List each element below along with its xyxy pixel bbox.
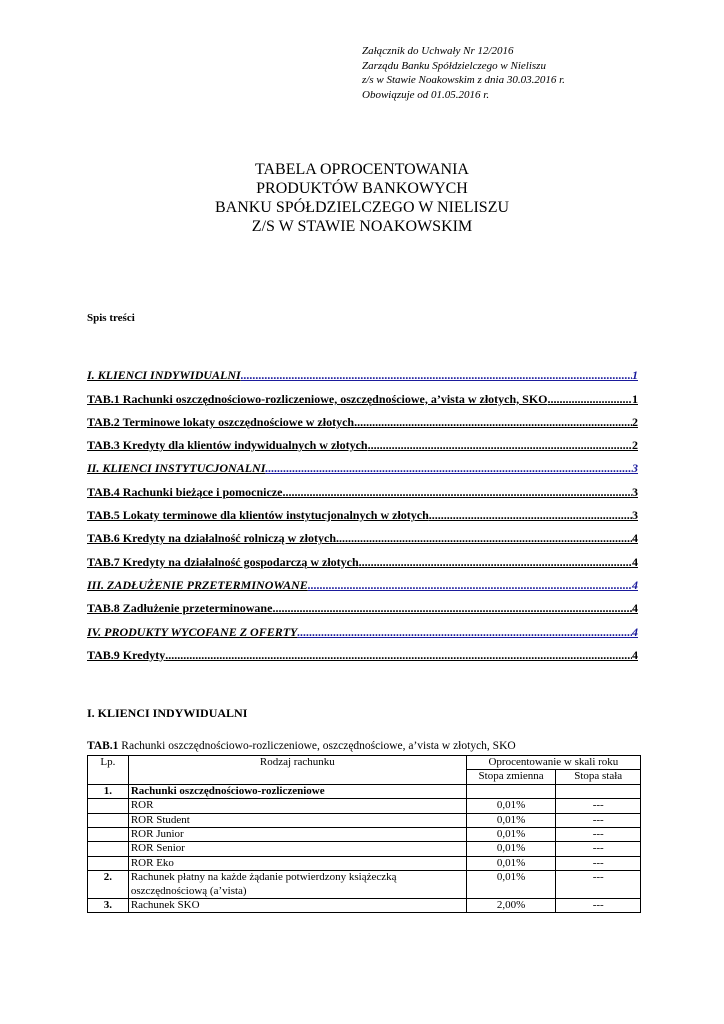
toc-page-number: 4 [632,601,638,616]
table-caption [87,740,516,752]
account-type: ROR Eko [128,856,466,870]
toc-entry-text: TAB.3 Kredyty dla klientów indywidualnych w złotych [87,438,368,453]
attachment-note [362,44,565,102]
document-title [0,160,724,236]
table-header-row [88,756,641,770]
fixed-rate: --- [556,842,641,856]
toc-entry-text: IV. PRODUKTY WYCOFANE Z OFERTY [87,624,298,639]
toc-page-number: 3 [632,484,638,499]
toc-page-number: 4 [632,531,638,546]
toc-entry-text: III. ZADŁUŻENIE PRZETERMINOWANE [87,577,308,592]
row-number [88,799,129,813]
toc-entry-text: TAB.5 Lokaty terminowe dla klientów instytucjonalnych w złotych [87,508,429,523]
variable-rate: 0,01% [466,842,556,856]
section-heading: I. KLIENCI INDYWIDUALNI [87,706,248,720]
toc-leader-dots [272,601,632,616]
interest-rate-table [87,755,641,913]
row-number: 1. [88,784,129,798]
toc-entry-link[interactable] [87,407,638,430]
toc-entry-text: TAB.4 Rachunki bieżące i pomocnicze [87,484,283,499]
fixed-rate: --- [556,899,641,913]
toc-section-link[interactable] [87,453,638,476]
account-type: ROR Junior [128,828,466,842]
attachment-note-line: Załącznik do Uchwały Nr 12/2016 [362,45,514,57]
toc-leader-dots [297,625,632,640]
toc-entry-link[interactable] [87,476,638,499]
attachment-note-line: Obowiązuje od 01.05.2016 r. [362,88,490,101]
toc-leader-dots [265,461,632,476]
table-row [88,813,641,827]
title-line: BANKU SPÓŁDZIELCZEGO W NIELISZU [214,199,510,216]
table-row [88,799,641,813]
row-number [88,828,129,842]
toc-leader-dots [548,392,632,407]
toc-entry-text: TAB.9 Kredyty [87,647,166,662]
table-caption-number: TAB.1 [87,740,119,752]
toc-section-link[interactable] [87,616,638,639]
toc-entry-link[interactable] [87,546,638,569]
toc-entry-link[interactable] [87,430,638,453]
fixed-rate: --- [556,871,641,899]
header-fixed-rate: Stopa stała [556,770,641,784]
variable-rate [466,784,556,798]
toc-entry-text: I. KLIENCI INDYWIDUALNI [87,368,241,383]
account-type: ROR Senior [128,842,466,856]
toc-entry-link[interactable] [87,500,638,523]
toc-leader-dots [368,438,632,453]
toc-leader-dots [354,415,632,430]
toc-leader-dots [429,508,632,523]
toc-entry-link[interactable] [87,383,638,406]
account-type: Rachunek SKO [128,899,466,913]
fixed-rate: --- [556,799,641,813]
toc-leader-dots [282,485,632,500]
toc-entry-text: TAB.1 Rachunki oszczędnościowo-rozliczeniowe, oszczędnościowe, a’vista w złotych, SKO [87,391,548,406]
fixed-rate: --- [556,856,641,870]
toc-entry-text: TAB.6 Kredyty na działalność rolniczą w złotych [87,531,336,546]
toc-heading: Spis treści [87,312,135,324]
toc-page-number: 2 [632,438,638,453]
attachment-note-line: Zarządu Banku Spółdzielczego w Nieliszu [362,59,546,72]
toc-page-number: 1 [632,368,638,383]
toc-entry-text: TAB.7 Kredyty na działalność gospodarczą w złotych [87,554,359,569]
fixed-rate: --- [556,813,641,827]
row-number [88,813,129,827]
variable-rate: 2,00% [466,899,556,913]
toc-page-number: 1 [632,391,638,406]
toc-page-number: 3 [632,508,638,523]
header-account-type: Rodzaj rachunku [128,756,466,785]
toc-entry-link[interactable] [87,593,638,616]
title-line: Z/S W STAWIE NOAKOWSKIM [251,218,473,235]
row-number [88,842,129,856]
toc-page-number: 3 [632,461,638,476]
toc-entry-link[interactable] [87,523,638,546]
table-row [88,842,641,856]
header-variable-rate: Stopa zmienna [466,770,556,784]
table-row [88,899,641,913]
toc-entry-text: TAB.8 Zadłużenie przeterminowane [87,601,273,616]
attachment-note-line: z/s w Stawie Noakowskim z dnia 30.03.2016 r. [362,74,565,86]
toc-page-number: 4 [632,577,638,592]
table-row [88,871,641,899]
variable-rate: 0,01% [466,799,556,813]
toc-page-number: 4 [632,554,638,569]
row-number: 3. [88,899,129,913]
title-line: TABELA OPROCENTOWANIA [255,161,469,178]
table-caption-text: Rachunki oszczędnościowo-rozliczeniowe, oszczędnościowe, a’vista w złotych, SKO [118,740,516,752]
header-lp: Lp. [88,756,129,785]
table-row [88,828,641,842]
account-type: ROR [128,799,466,813]
variable-rate: 0,01% [466,813,556,827]
account-type: Rachunek płatny na każde żądanie potwierdzony książeczką oszczędnościową (a’vista) [128,871,466,899]
toc-leader-dots [241,368,632,383]
toc-entry-text: TAB.2 Terminowe lokaty oszczędnościowe w złotych [87,414,355,429]
toc-page-number: 2 [632,414,638,429]
toc-page-number: 4 [632,647,638,662]
variable-rate: 0,01% [466,856,556,870]
variable-rate: 0,01% [466,871,556,899]
toc-section-link[interactable] [87,570,638,593]
table-of-contents [87,360,638,663]
row-number [88,856,129,870]
toc-entry-link[interactable] [87,640,638,663]
fixed-rate: --- [556,828,641,842]
account-type: Rachunki oszczędnościowo-rozliczeniowe [128,784,466,798]
toc-section-link[interactable] [87,360,638,383]
title-line: PRODUKTÓW BANKOWYCH [256,180,468,197]
toc-entry-text: II. KLIENCI INSTYTUCJONALNI [87,461,266,476]
toc-leader-dots [359,555,632,570]
variable-rate: 0,01% [466,828,556,842]
toc-leader-dots [308,578,632,593]
account-type: ROR Student [128,813,466,827]
toc-page-number: 4 [632,624,638,639]
table-row [88,856,641,870]
toc-leader-dots [336,531,632,546]
row-number: 2. [88,871,129,899]
fixed-rate [556,784,641,798]
header-annual-rate: Oprocentowanie w skali roku [466,756,640,770]
table-row [88,784,641,798]
toc-leader-dots [165,648,632,663]
